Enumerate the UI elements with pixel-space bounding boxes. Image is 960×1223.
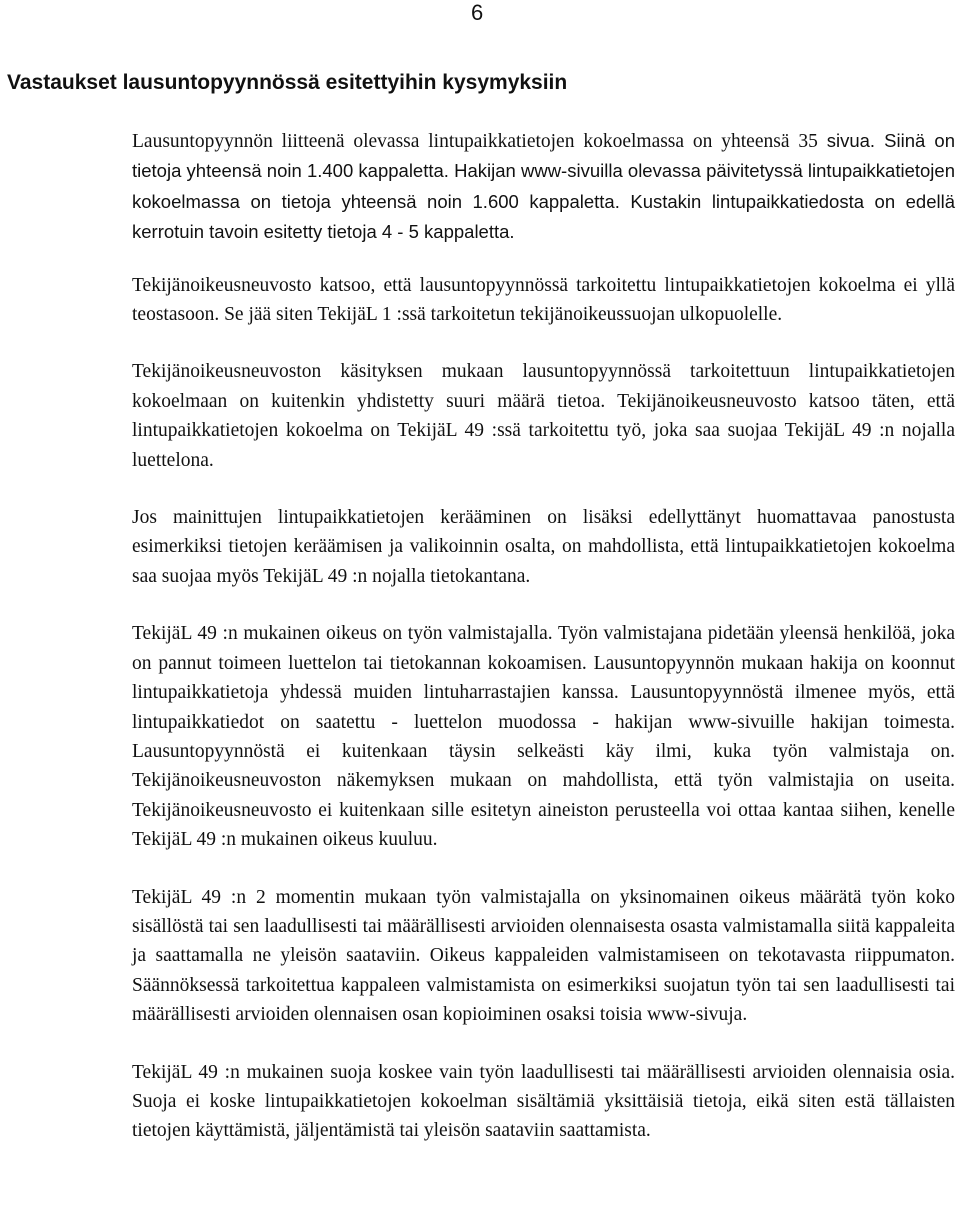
paragraph-1-rest: sivua. Siinä on tietoja yhteensä noin 1.400 kappaletta. Hakijan www-sivuilla olevassa päivitetyssä lintupaikkatietojen kokoelmassa on tietoja yhteensä noin 1.600 kappaletta. Kustakin lintupaikkatiedosta on edellä kerrotuin tavoin esitetty tietoja 4 - 5 kappaletta. bbox=[132, 130, 955, 243]
paragraph-4: Jos mainittujen lintupaikkatietojen kerääminen on lisäksi edellyttänyt huomattavaa panostusta esimerkiksi tietojen keräämisen ja valikoinnin osalta, on mahdollista, että lintupaikkatietojen kokoelma saa suojaa myös TekijäL 49 :n nojalla tietokantana. bbox=[132, 507, 955, 587]
page-title: Vastaukset lausuntopyynnössä esitettyihin kysymyksiin bbox=[7, 71, 568, 94]
paragraph-5: TekijäL 49 :n mukainen oikeus on työn valmistajalla. Työn valmistajana pidetään yleensä henkilöä, joka on pannut toimeen luettelon tai tietokannan kokoamisen. Lausuntopyynnön mukaan hakija on koonnut lintupaikkatietoja yhdessä muiden lintuharrastajien kanssa. Lausuntopyynnöstä ilmenee myös, että lintupaikkatiedot on saatettu - luettelon muodossa - hakijan www-sivuille hakijan toimesta. Lausuntopyynnöstä ei kuitenkaan täysin selkeästi käy ilmi, kuka työn valmistaja on. Tekijänoikeusneuvoston näkemyksen mukaan on mahdollista, että työn valmistajia on useita. Tekijänoikeusneuvosto ei kuitenkaan sille esitetyn aineiston perusteella voi ottaa kantaa siihen, kenelle TekijäL 49 :n mukainen oikeus kuuluu. bbox=[132, 623, 955, 851]
paragraph-1 bbox=[132, 126, 955, 248]
document-body bbox=[132, 126, 955, 1146]
paragraph-1-lead: Lausuntopyynnön liitteenä olevassa lintupaikkatietojen kokoelmassa on yhteensä 35 bbox=[132, 131, 827, 152]
paragraph-7: TekijäL 49 :n mukainen suoja koskee vain työn laadullisesti tai määrällisesti arvioiden olennaisia osia. Suoja ei koske lintupaikkatietojen kokoelman sisältämiä yksittäisiä tietoja, eikä siten estä tällaisten tietojen käyttämistä, jäljentämistä tai yleisön saataviin saattamista. bbox=[132, 1061, 955, 1142]
paragraph-3: Tekijänoikeusneuvoston käsityksen mukaan lausuntopyynnössä tarkoitettuun lintupaikkatietojen kokoelmaan on kuitenkin yhdistetty suuri määrä tietoa. Tekijänoikeusneuvosto katsoo täten, että lintupaikkatietojen kokoelma on TekijäL 49 :ssä tarkoitettu työ, joka saa suojaa TekijäL 49 :n nojalla luettelona. bbox=[132, 361, 955, 471]
paragraph-6: TekijäL 49 :n 2 momentin mukaan työn valmistajalla on yksinomainen oikeus määrätä työn koko sisällöstä tai sen laadullisesti tai määrällisesti arvioiden olennaisesta osasta valmistamalla siitä kappaleita ja saattamalla ne yleisön saataviin. Oikeus kappaleiden valmistamiseen on tekotavasta riippumaton. Säännöksessä tarkoitettua kappaleen valmistamista on esimerkiksi suojatun työn tai sen laadullisesti tai määrällisesti arvioiden olennaisen osan kopioiminen osaksi toisia www-sivuja. bbox=[132, 886, 955, 1026]
page-number: 6 bbox=[471, 0, 484, 25]
paragraph-2: Tekijänoikeusneuvosto katsoo, että lausuntopyynnössä tarkoitettu lintupaikkatietojen kokoelma ei yllä teostasoon. Se jää siten TekijäL 1 :ssä tarkoitetun tekijänoikeussuojan ulkopuolelle. bbox=[132, 274, 955, 326]
